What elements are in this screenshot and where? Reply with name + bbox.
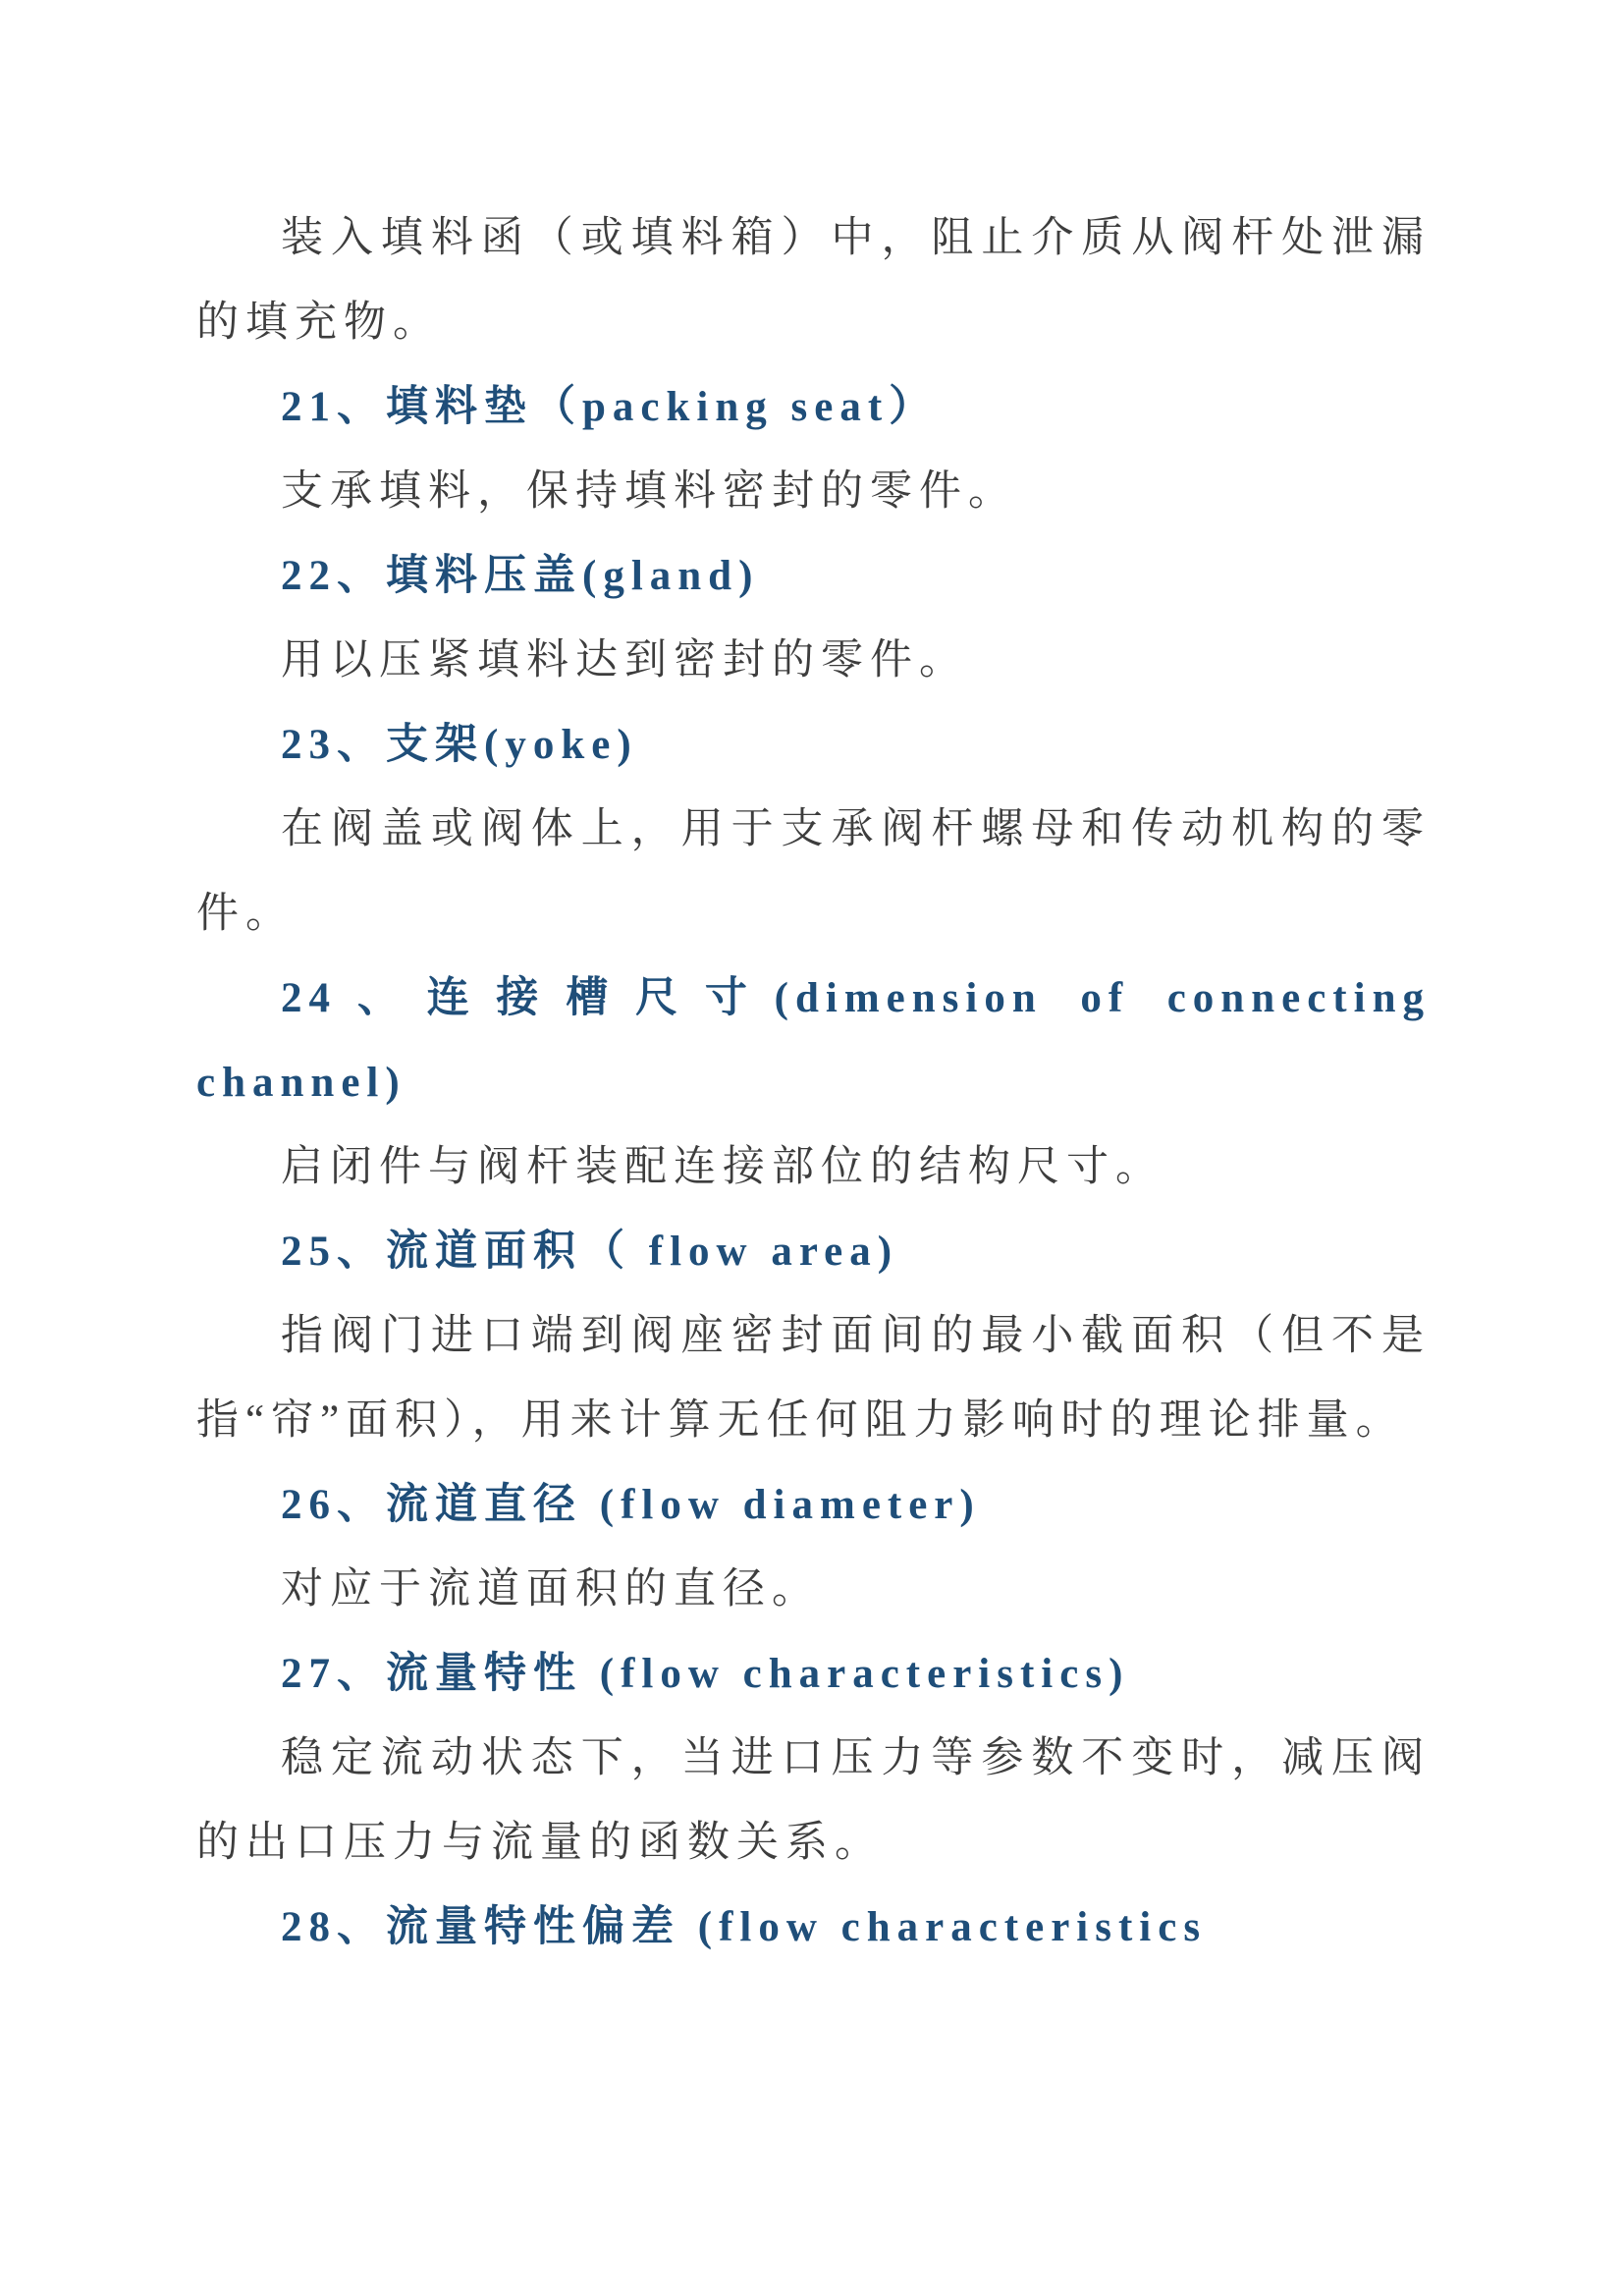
definition-paragraph-27: 稳定流动状态下，当进口压力等参数不变时，减压阀的出口压力与流量的函数关系。 xyxy=(196,1735,1431,1866)
definition-paragraph-21: 支承填料，保持填料密封的零件。 xyxy=(281,468,1017,515)
term-heading-22-gland: 22、填料压盖(gland) xyxy=(281,553,760,599)
term-heading-27-flow-characteristics: 27、流量特性 (flow characteristics) xyxy=(281,1651,1130,1697)
definition-paragraph-22: 用以压紧填料达到密封的零件。 xyxy=(281,637,968,683)
definition-paragraph-26: 对应于流道面积的直径。 xyxy=(281,1566,821,1613)
term-heading-23-yoke: 23、支架(yoke) xyxy=(281,722,638,768)
definition-paragraph-23: 在阀盖或阀体上，用于支承阀杆螺母和传动机构的零件。 xyxy=(196,806,1431,937)
term-heading-24-connecting-channel: 24、连接槽尺寸(dimension of connecting channel) xyxy=(196,975,1431,1106)
term-heading-26-flow-diameter: 26、流道直径 (flow diameter) xyxy=(281,1482,981,1528)
term-heading-28-flow-characteristics-deviation: 28、流量特性偏差 (flow characteristics xyxy=(281,1904,1208,1950)
definition-paragraph-24: 启闭件与阀杆装配连接部位的结构尺寸。 xyxy=(281,1144,1164,1190)
definition-paragraph-packing-continued: 装入填料函（或填料箱）中，阻止介质从阀杆处泄漏的填充物。 xyxy=(196,215,1431,346)
term-heading-25-flow-area: 25、流道面积（ flow area) xyxy=(281,1229,899,1275)
term-heading-21-packing-seat: 21、填料垫（packing seat） xyxy=(281,384,939,430)
definition-paragraph-25: 指阀门进口端到阀座密封面间的最小截面积（但不是指“帘”面积），用来计算无任何阻力影响时的理论排量。 xyxy=(196,1313,1431,1444)
